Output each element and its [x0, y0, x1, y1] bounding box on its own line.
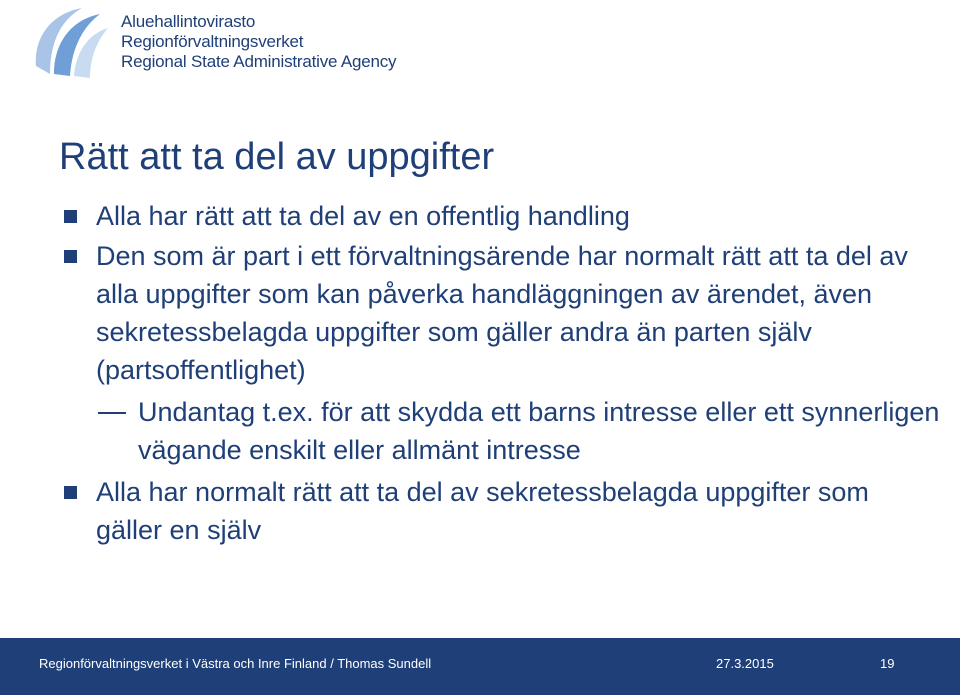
- bullet-list: [60, 197, 940, 551]
- sub-bullet-text: Undantag t.ex. för att skydda ett barns intresse eller ett synnerligen vägande enskilt eller allmänt intresse: [138, 397, 940, 465]
- slide-title: Rätt att ta del av uppgifter: [59, 136, 495, 178]
- footer-text: Regionförvaltningsverket i Västra och Inre Finland / Thomas Sundell: [39, 656, 432, 671]
- square-bullet-icon: [64, 486, 77, 499]
- agency-name-finnish: Aluehallintovirasto: [121, 12, 256, 31]
- bullet-text: Alla har rätt att ta del av en offentlig handling: [96, 201, 630, 231]
- square-bullet-icon: [64, 210, 77, 223]
- sub-bullet-item: [60, 393, 940, 469]
- bullet-text: Alla har normalt rätt att ta del av sekretessbelagda uppgifter som gäller en själv: [96, 477, 869, 545]
- bullet-text: Den som är part i ett förvaltningsärende har normalt rätt att ta del av alla uppgifter som kan påverka handläggningen av ärendet, även sekretessbelagda uppgifter som gäller andra än parten själv (partsoffentlighet): [96, 241, 908, 385]
- page-number: 19: [880, 656, 895, 671]
- bullet-item: [60, 237, 940, 389]
- footer-date: 27.3.2015: [716, 656, 774, 671]
- agency-name-swedish: Regionförvaltningsverket: [121, 32, 304, 51]
- footer-bar: [0, 638, 960, 695]
- agency-name-english: Regional State Administrative Agency: [121, 52, 397, 71]
- avi-swoosh-logo-icon: [30, 4, 110, 80]
- bullet-item: [60, 473, 940, 549]
- dash-bullet-icon: [98, 412, 126, 414]
- agency-name: [121, 12, 396, 72]
- square-bullet-icon: [64, 250, 77, 263]
- bullet-item: [60, 197, 940, 235]
